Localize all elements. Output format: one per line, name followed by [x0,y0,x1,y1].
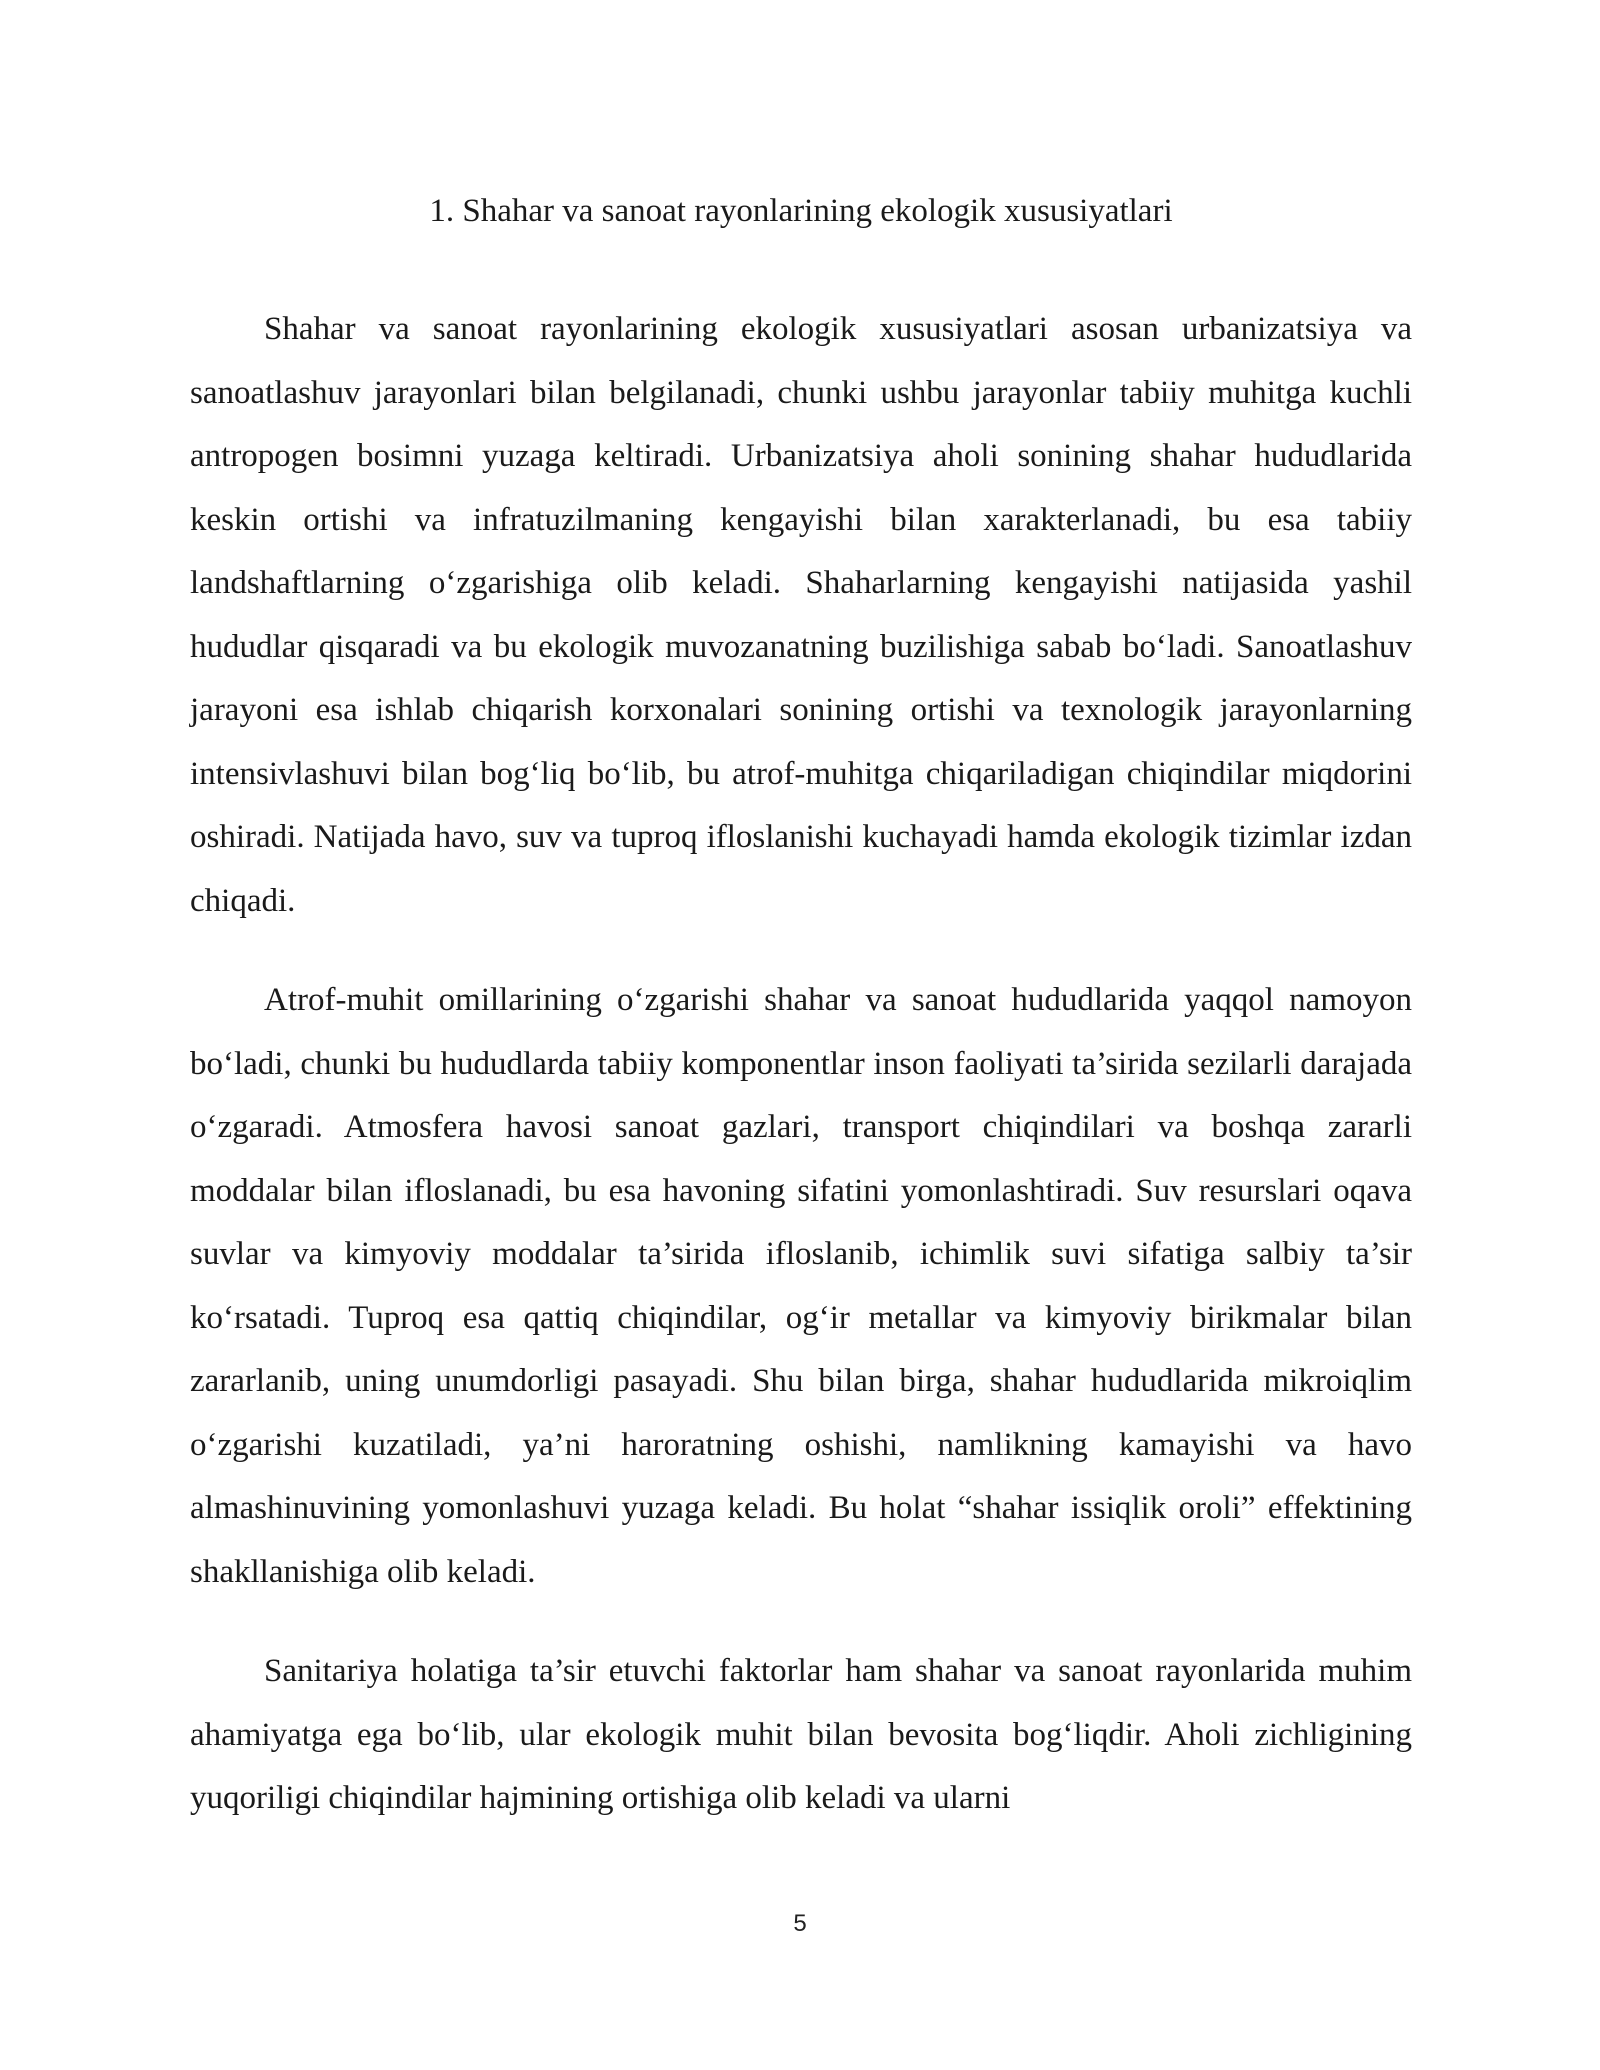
paragraph-2: Atrof-muhit omillarining oʻzgarishi shahar va sanoat hududlarida yaqqol namoyon boʻladi, chunki bu hududlarda tabiiy komponentlar inson faoliyati ta’sirida sezilarli darajada oʻzgaradi. Atmosfera havosi sanoat gazlari, transport chiqindilari va boshqa zararli moddalar bilan ifloslanadi, bu esa havoning sifatini yomonlashtiradi. Suv resurslari oqava suvlar va kimyoviy moddalar ta’sirida ifloslanib, ichimlik suvi sifatiga salbiy ta’sir koʻrsatadi. Tuproq esa qattiq chiqindilar, ogʻir metallar va kimyoviy birikmalar bilan zararlanib, uning unumdorligi pasayadi. Shu bilan birga, shahar hududlarida mikroiqlim oʻzgarishi kuzatiladi, ya’ni haroratning oshishi, namlikning kamayishi va havo almashinuvining yomonlashuvi yuzaga keladi. Bu holat “shahar issiqlik oroli” effektining shakllanishiga olib keladi. [190,982,1412,1590]
page-number: 5 [793,1910,807,1937]
page-content [190,188,1412,1867]
paragraph-1: Shahar va sanoat rayonlarining ekologik xususiyatlari asosan urbanizatsiya va sanoatlashuv jarayonlari bilan belgilanadi, chunki ushbu jarayonlar tabiiy muhitga kuchli antropogen bosimni yuzaga keltiradi. Urbanizatsiya aholi sonining shahar hududlarida keskin ortishi va infratuzilmaning kengayishi bilan xarakterlanadi, bu esa tabiiy landshaftlarning oʻzgarishiga olib keladi. Shaharlarning kengayishi natijasida yashil hududlar qisqaradi va bu ekologik muvozanatning buzilishiga sabab boʻladi. Sanoatlashuv jarayoni esa ishlab chiqarish korxonalari sonining ortishi va texnologik jarayonlarning intensivlashuvi bilan bogʻliq boʻlib, bu atrof-muhitga chiqariladigan chiqindilar miqdorini oshiradi. Natijada havo, suv va tuproq ifloslanishi kuchayadi hamda ekologik tizimlar izdan chiqadi. [190,311,1412,919]
section-title: 1. Shahar va sanoat rayonlarining ekologik xususiyatlari [429,193,1173,229]
paragraph-3: Sanitariya holatiga ta’sir etuvchi faktorlar ham shahar va sanoat rayonlarida muhim ahamiyatga ega boʻlib, ular ekologik muhit bilan bevosita bogʻliqdir. Aholi zichligining yuqoriligi chiqindilar hajmining ortishiga olib keladi va ularni [190,1653,1412,1816]
